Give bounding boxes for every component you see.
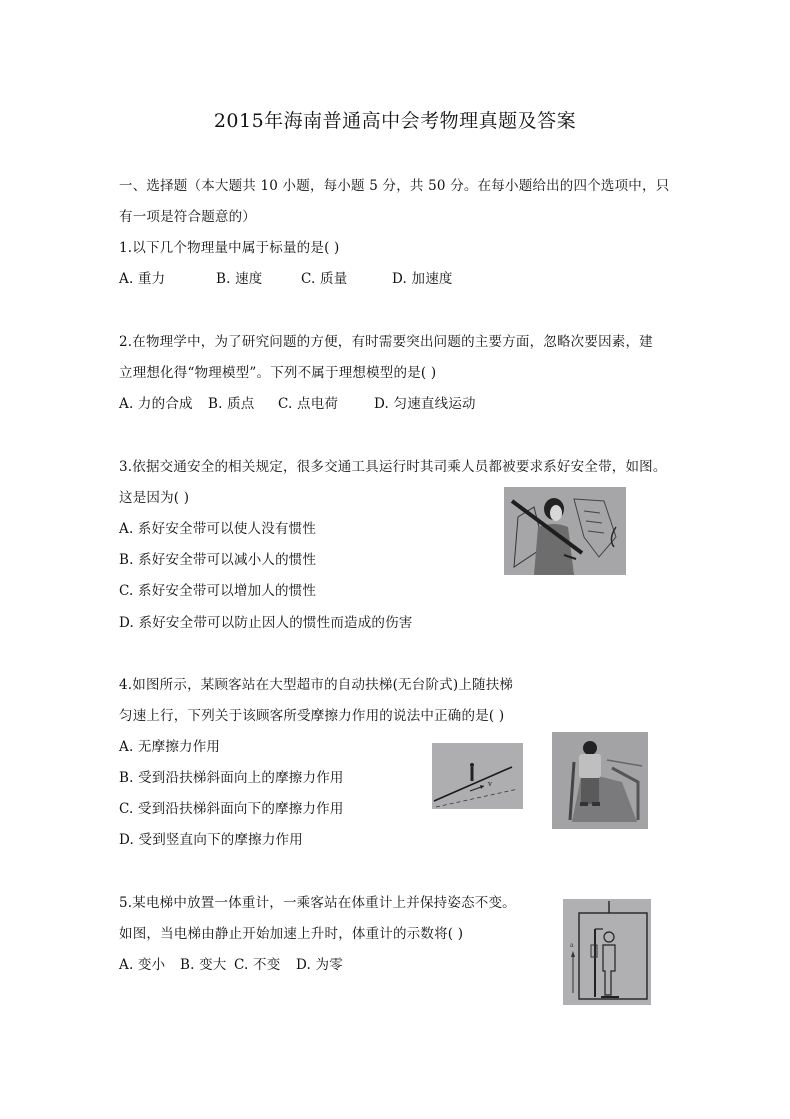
question-2-stem-line1: 2.在物理学中，为了研究问题的方便，有时需要突出问题的主要方面，忽略次要因素，建 — [119, 334, 653, 350]
option-d: D. 为零 — [296, 957, 343, 973]
section-heading-line1: 一、选择题（本大题共 10 小题，每小题 5 分，共 50 分。在每小题给出的四个选项中，只 — [119, 178, 670, 194]
escalator-diagram — [432, 743, 523, 809]
question-3-stem-line1: 3.依据交通安全的相关规定，很多交通工具运行时其司乘人员都被要求系好安全带，如图。 — [119, 459, 667, 475]
question-3-option-b: B. 系好安全带可以减小人的惯性 — [119, 552, 317, 568]
option-b: B. 变大 — [180, 957, 227, 973]
option-d: D. 加速度 — [392, 271, 453, 287]
question-3-option-c: C. 系好安全带可以增加人的惯性 — [119, 583, 317, 599]
question-4-option-c: C. 受到沿扶梯斜面向下的摩擦力作用 — [119, 801, 344, 817]
elevator-diagram — [563, 899, 651, 1005]
question-1-stem: 1.以下几个物理量中属于标量的是( ) — [119, 240, 340, 256]
escalator-photo — [552, 732, 648, 829]
incline-diagram — [432, 743, 523, 809]
seatbelt-illustration — [504, 487, 626, 575]
question-2-options — [119, 396, 476, 412]
question-5-stem-line2: 如图，当电梯由静止开始加速上升时，体重计的示数将( ) — [119, 926, 464, 942]
elevator-passenger-illustration — [563, 899, 651, 1005]
option-c: C. 不变 — [234, 957, 281, 973]
velocity-label: v — [488, 780, 492, 788]
question-3-option-a: A. 系好安全带可以使人没有惯性 — [119, 521, 317, 537]
question-4-option-d: D. 受到竖直向下的摩擦力作用 — [119, 832, 303, 848]
question-3-stem-line2: 这是因为( ) — [119, 490, 190, 506]
seatbelt-photo — [504, 487, 626, 575]
option-a: A. 变小 — [119, 957, 166, 973]
question-4-option-b: B. 受到沿扶梯斜面向上的摩擦力作用 — [119, 770, 344, 786]
option-b: B. 质点 — [208, 396, 255, 412]
page-title: 2015年海南普通高中会考物理真题及答案 — [213, 110, 577, 132]
question-4-stem-line2: 匀速上行，下列关于该顾客所受摩擦力作用的说法中正确的是( ) — [119, 708, 505, 724]
section-heading-line2: 有一项是符合题意的） — [119, 209, 256, 225]
question-5-options — [119, 957, 343, 973]
question-4-stem-line1: 4.如图所示，某顾客站在大型超市的自动扶梯(无台阶式)上随扶梯 — [119, 677, 514, 693]
question-2-stem-line2: 立理想化得“物理模型”。下列不属于理想模型的是( ) — [119, 365, 437, 381]
option-d: D. 匀速直线运动 — [374, 396, 476, 412]
option-c: C. 质量 — [301, 271, 348, 287]
question-3-option-d: D. 系好安全带可以防止因人的惯性而造成的伤害 — [119, 615, 413, 631]
question-1-options — [119, 271, 453, 287]
question-5-stem-line1: 5.某电梯中放置一体重计，一乘客站在体重计上并保持姿态不变。 — [119, 895, 516, 911]
option-b: B. 速度 — [216, 271, 263, 287]
question-4-option-a: A. 无摩擦力作用 — [119, 739, 221, 755]
escalator-passenger-illustration — [552, 732, 648, 829]
option-a: A. 力的合成 — [119, 396, 193, 412]
acceleration-label: a — [570, 942, 574, 949]
option-a: A. 重力 — [119, 271, 166, 287]
option-c: C. 点电荷 — [278, 396, 339, 412]
